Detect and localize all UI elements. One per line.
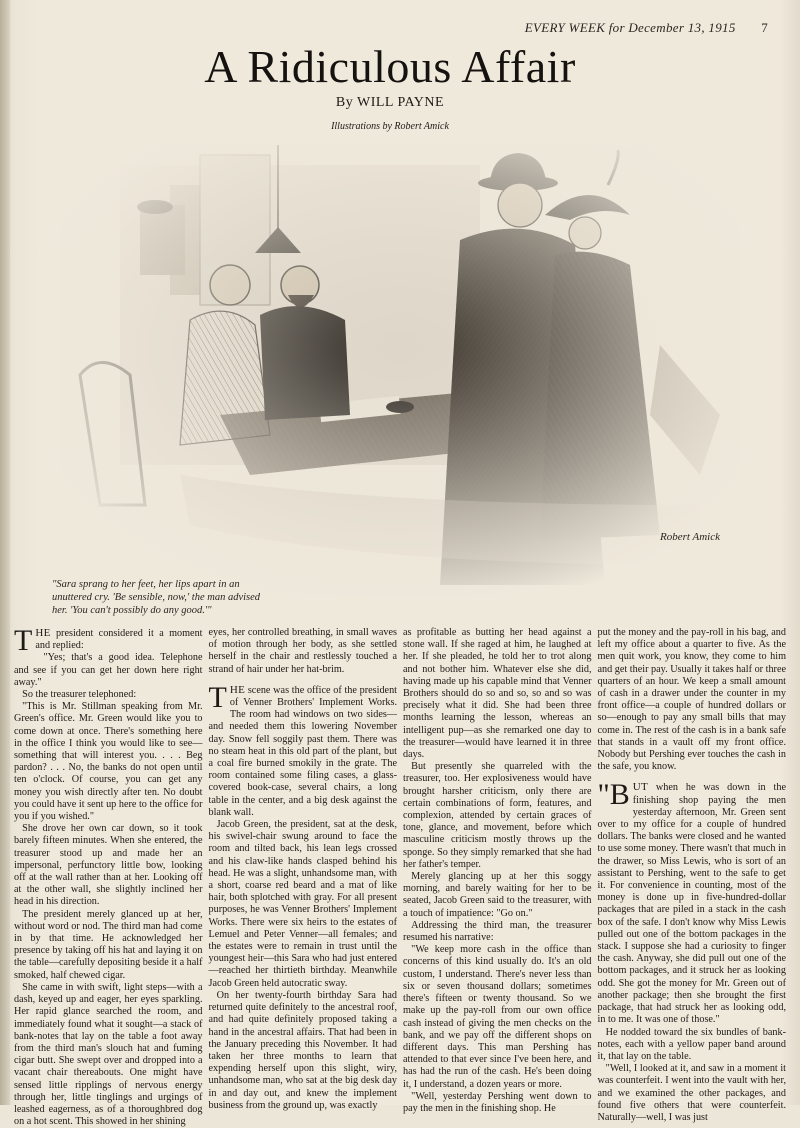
paragraph: put the money and the pay-roll in his bag, and left my office about a quarter to five. As the men quit work, you know, they come to him and get their pay. Usually it takes half or three quarters of an hour. We keep a small amount of cash in a drawer under the counter in my front office—a couple of hundred dollars or so—enough to pay any small bills that may come in. The rest of the cash is in a bank safe that stands in a vault off my front office. Nobody but Pershing ever touches the cash in the safe, you know. bbox=[597, 627, 786, 773]
drop-cap: T bbox=[14, 624, 33, 657]
illustration-caption: "Sara sprang to her feet, her lips apart in an unuttered cry. 'Be sensible, now,' the man advised her. 'You can't possibly do any good.'" bbox=[52, 579, 261, 616]
illustration-credit: Illustrations by Robert Amick bbox=[331, 121, 449, 132]
paragraph: Addressing the third man, the treasurer resumed his narrative: bbox=[403, 919, 592, 944]
running-header bbox=[525, 20, 768, 36]
paragraph: He nodded toward the six bundles of bank-notes, each with a yellow paper band around it, that lay on the table. bbox=[597, 1026, 786, 1062]
article-body bbox=[14, 624, 786, 1128]
paragraph: She came in with swift, light steps—with a dash, keyed up and eager, her eyes sparkling. Her rapid glance searched the room, and immediately found what it sought—a stack of bank-notes that lay on the table a foot away from the third man's slouch hat and fuming cigar butt. She swept over and dropped into a vacant chair thereabouts. One might have sensed little ripplings of nervous energy through her, little tinglings and urgings of leashed eagerness, as of a thoroughbred dog on a hot scent. This showed in her shining bbox=[14, 981, 203, 1128]
paragraph-text: scene was the office of the president of Venner Brothers' Implement Works. The room had windows on two sides—and needed them this lowering November day. Snow fell soggily past them. There was no steam heat in this old part of the plant, but a coal fire burned smokily in the grate. The room contained some filing cases, a glass-covered book-case, several chairs, a long table in the center, and a big desk against the blank wall. bbox=[208, 684, 397, 818]
page-spine-shadow bbox=[0, 0, 10, 1105]
paragraph: "This is Mr. Stillman speaking from Mr. Green's office. Mr. Green would like you to come down at once. There's something here in the office I think you would like to see—something that will interest you. . . . Beg pardon? . . . No, the banks do not open until ten o'clock. Of course, you can get any money you wish directly after ten. No doubt you could have it sent up here to the office for you if you wished." bbox=[14, 701, 203, 823]
text-column-3 bbox=[403, 627, 592, 1114]
paragraph bbox=[14, 624, 203, 657]
paragraph: But presently she quarreled with the treasurer, too. Her explosiveness would have brought harsher criticism, only there are certain combinations of form, features, and complexion, attended by certain graces of tone, glance, and movement, before which masculine criticism mostly throws up the sponge. So they simply remarked that she had her father's temper. bbox=[403, 761, 592, 870]
paragraph-text: president considered it a moment and replied: bbox=[35, 628, 203, 652]
paragraph: "Well, yesterday Pershing went down to pay the men in the finishing shop. He bbox=[403, 1090, 592, 1114]
paragraph: "Well, I looked at it, and saw in a moment it was counterfeit. I went into the vault with her, and we examined the other packages, and found five others that were counterfeit. Naturally—well, I was just bbox=[597, 1063, 786, 1123]
text-column-4 bbox=[597, 627, 787, 1123]
paragraph: So the treasurer telephoned: bbox=[22, 689, 137, 701]
page-number: 7 bbox=[761, 20, 768, 35]
small-caps-lead: UT bbox=[632, 781, 649, 794]
paragraph: The president merely glanced up at her, without word or nod. The third man had come in by that time. He acknowledged her presence by taking off his hat and laying it on the table—carefully depositing beside it a half smoked, half chewed cigar. bbox=[14, 908, 203, 981]
paragraph: Merely glancing up at her this soggy morning, and barely waiting for her to be seated, Jacob Green said to the treasurer, with a touch of impatience: "Go on." bbox=[403, 871, 592, 919]
drop-cap: T bbox=[208, 680, 227, 714]
paragraph bbox=[208, 680, 398, 819]
paragraph bbox=[597, 778, 787, 1026]
paragraph-text: when he was down in the finishing shop paying the men yesterday afternoon, Mr. Green sent over to my office for a couple of hundred dollars. The banks were closed and he wanted to use some money. There wasn't that much in the drawer, so Miss Lewis, who is sort of an assistant to Pershing, went to the safe to get it. For convenience in counting, most of the money is done up in five-hundred-dollar packages that are piled in a stack in the cash box of the safe. I don't know why Miss Lewis pulled out one of the bottom packages in the stack. I suppose she had a curiosity to finger the cash. Anyway, she did pull out one of the bottom packages, and it struck her as looking odd. She got the money for Mr. Green out of another package; then she brought the first package, that had struck her as looking odd, in to me. It was one of those." bbox=[597, 782, 786, 1026]
byline: By WILL PAYNE bbox=[335, 95, 445, 110]
paragraph: "Yes; that's a good idea. Telephone and see if you can get her down here right away." bbox=[14, 652, 203, 688]
artist-signature: Robert Amick bbox=[660, 531, 720, 543]
paragraph: eyes, her controlled breathing, in small waves of motion through her body, as she settled herself in the chair and restlessly touched a strand of hair under her hat-brim. bbox=[208, 627, 397, 675]
article-illustration bbox=[60, 145, 740, 595]
paragraph: Jacob Green, the president, sat at the desk, his swivel-chair swung around to face the room and tilted back, his lean legs crossed and his claw-like hands clasped behind his head. He was a slight, unhandsome man, with a short, coarse red beard and a mat of like hair, both splotched with gray. For all present purposes, he was Venner Brothers' Implement Works. There were six heirs to the estates of Lemuel and Peter Venner—all females; and the estates were to remain in trust until the youngest heir—this Sara who had just entered—reached her thirtieth birthday. Meanwhile Jacob Green held autocratic sway. bbox=[208, 819, 397, 989]
text-column-1 bbox=[14, 624, 203, 1128]
drop-cap: "B bbox=[597, 778, 630, 812]
paragraph: "We keep more cash in the office than concerns of this kind usually do. It's an old custom, I understand. There's never less than six or seven thousand dollars; sometimes there's fifteen or twenty thousand. So we make up the pay-roll from our own office cash instead of giving the men checks on the bank, and we pay off the different shops on different days. This man Pershing has attended to that ever since I've been here, and has had the run of the cash. He's been doing it, I understand, a dozen years or more. bbox=[403, 944, 592, 1090]
small-caps-lead: HE bbox=[35, 627, 51, 639]
text-column-2 bbox=[208, 627, 398, 1111]
paragraph: as profitable as butting her head against a stone wall. If she raged at him, he laughed at her. If she pleaded, he told her to trot along and not bother him. Whatever else she did, having made up his capable mind that Venner Brothers should do so and so, so and so was precisely what it did. She had been three months learning the lesson, whereas an intelligent pup—as she remarked one day to the treasurer—would have learned it in three days. bbox=[403, 627, 592, 761]
small-caps-lead: HE bbox=[229, 683, 246, 696]
article-title: A Ridiculous Affair bbox=[204, 41, 576, 92]
running-head-text: EVERY WEEK for December 13, 1915 bbox=[524, 20, 736, 35]
paragraph: She drove her own car down, so it took barely fifteen minutes. When she entered, the treasurer stood up and made her an impersonal, perfunctory little bow, looking off at the wall rather than at her. Looking off at the other wall, she slightly inclined her head in his direction. bbox=[14, 823, 203, 908]
paragraph: On her twenty-fourth birthday Sara had returned quite definitely to the ancestral roof, and had quite definitely proposed taking a hand in the ancestral affairs. That had been in the January preceding this November. It had taken her three months to learn that expending herself upon this slight, wiry, unhandsome man, who sat at the big desk day in and day out, and knew the implement business from the ground up, was exactly bbox=[208, 989, 397, 1111]
